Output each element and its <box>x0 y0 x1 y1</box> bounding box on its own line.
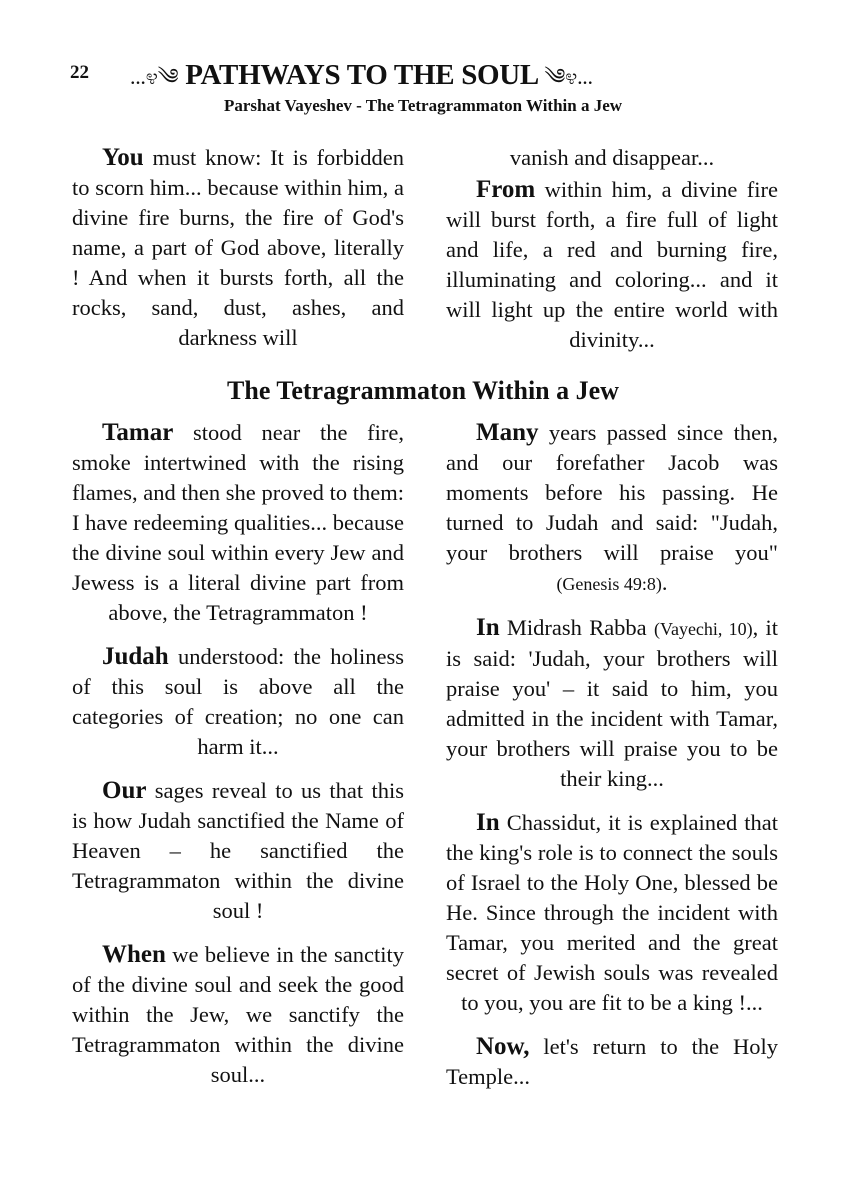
paragraph-text: within him, a divine fire will burst forth, a fire full of light and life, a red and burning fire, illuminating and coloring... and it will light up the entire world with divinity... <box>446 177 778 352</box>
paragraph-text: must know: It is forbidden to scorn him... because within him, a divine fire burns, the fire of God's name, a part of God above, literally ! And when it bursts forth, all the rocks, sand, dust, ashes, and darkness will <box>72 145 404 350</box>
lead-word: In <box>476 614 500 641</box>
paragraph <box>72 940 404 1090</box>
top-right-column <box>446 143 778 369</box>
lead-word: Judah <box>102 643 169 670</box>
paragraph <box>446 1032 778 1092</box>
bottom-right-column <box>446 418 778 1106</box>
paragraph <box>72 418 404 628</box>
paragraph-text: sages reveal to us that this is how Judah sanctified the Name of Heaven – he sanctified the Tetragrammaton within the divine soul ! <box>72 778 404 923</box>
paragraph-text: Midrash Rabba <box>499 615 654 640</box>
paragraph <box>446 143 778 173</box>
paragraph-text: Chassidut, it is explained that the king's role is to connect the souls of Israel to the Holy One, blessed be He. Since through the incident with Tamar, you merited and the great secret of Jewish souls was revealed to you, you are fit to be a king !... <box>446 810 778 1015</box>
lead-word: You <box>102 144 144 171</box>
paragraph <box>446 613 778 794</box>
paragraph-text: understood: the holiness of this soul is above all the categories of creation; no one can harm it... <box>72 644 404 759</box>
bottom-left-column <box>72 418 404 1104</box>
paragraph-text: , it is said: 'Judah, your brothers will praise you' – it said to him, you admitted in the incident with Tamar, your brothers will praise you to be their king... <box>446 615 778 791</box>
paragraph <box>72 642 404 762</box>
paragraph <box>72 776 404 926</box>
paragraph-text: . <box>661 570 668 595</box>
paragraph <box>446 418 778 599</box>
paragraph-text: vanish and disappear... <box>509 145 715 170</box>
paragraph-text: years passed since then, and our forefather Jacob was moments before his passing. He turned to Judah and said: "Judah, your brothers will praise you" <box>446 420 778 565</box>
paragraph-text: stood near the fire, smoke intertwined with the rising flames, and then she proved to them: I have redeeming qualities... because the divine soul within every Jew and Jewess is a literal divine part from above, the Tetragrammaton ! <box>72 420 404 625</box>
paragraph <box>446 808 778 1018</box>
paragraph-text: let's return to the Holy Temple... <box>446 1034 778 1089</box>
ornament-left-icon: ...೪༄ <box>130 64 179 89</box>
lead-word: Now, <box>476 1033 530 1060</box>
lead-word: From <box>476 176 536 203</box>
book-title: PATHWAYS TO THE SOUL <box>185 59 538 91</box>
lead-word: In <box>476 809 500 836</box>
scripture-reference: (Vayechi, 10) <box>653 619 753 639</box>
section-heading: The Tetragrammaton Within a Jew <box>227 376 619 405</box>
lead-word: Many <box>476 419 539 446</box>
ornament-right-icon: ༄೪... <box>544 64 593 89</box>
chapter-subtitle: Parshat Vayeshev - The Tetragrammaton Within a Jew <box>223 96 623 115</box>
scripture-reference: (Genesis 49:8) <box>556 574 662 594</box>
lead-word: When <box>102 941 166 968</box>
page-number: 22 <box>70 62 89 83</box>
paragraph-text: we believe in the sanctity of the divine soul and seek the good within the Jew, we sanctify the Tetragrammaton within the divine soul... <box>72 942 404 1087</box>
paragraph <box>72 143 404 353</box>
paragraph <box>446 175 778 355</box>
top-left-column <box>72 143 404 367</box>
lead-word: Tamar <box>102 419 174 446</box>
lead-word: Our <box>102 777 147 804</box>
